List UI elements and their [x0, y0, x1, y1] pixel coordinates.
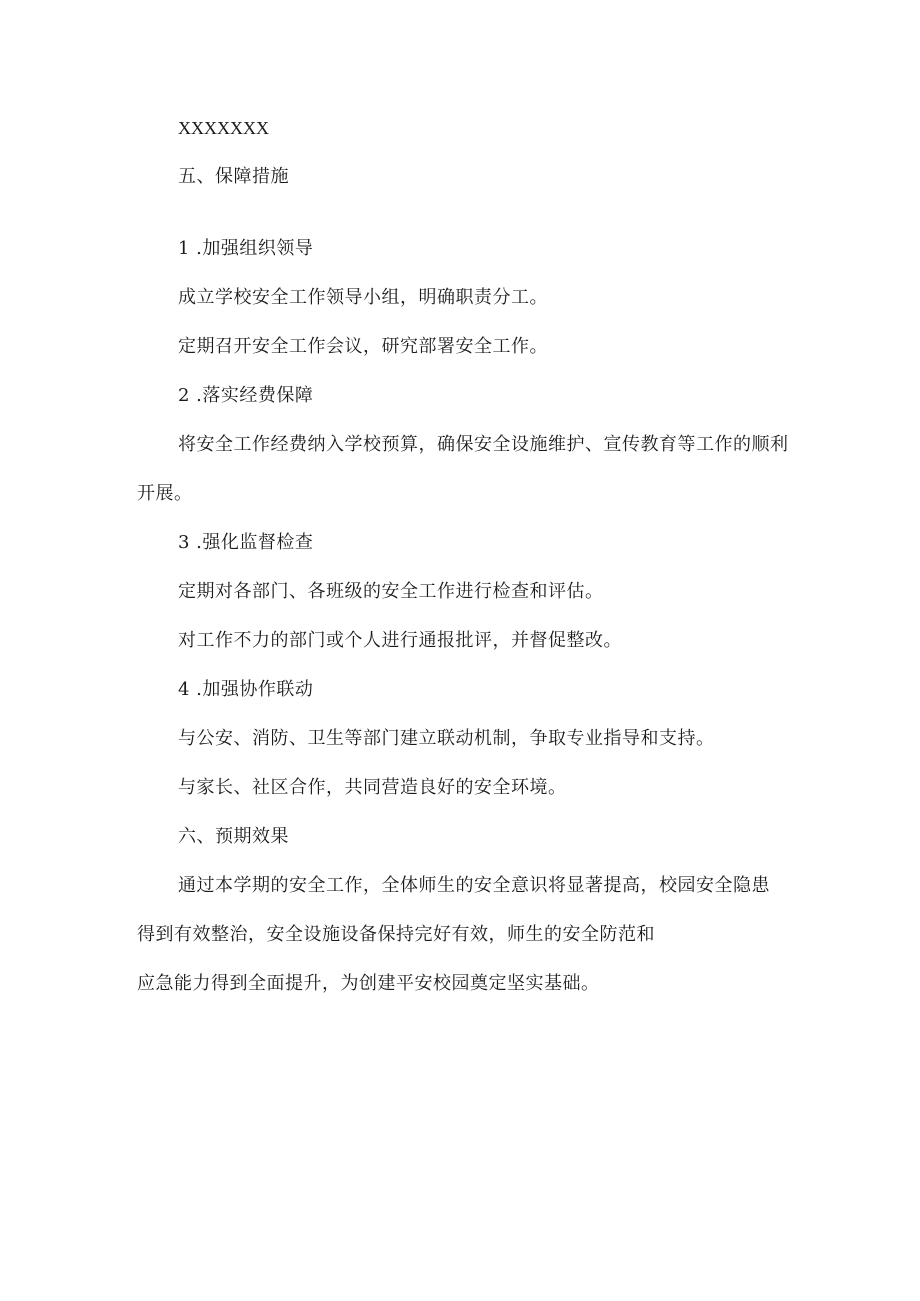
- item-2-heading: 2 .落实经费保障: [178, 385, 314, 406]
- item-3-heading: 3 .强化监督检查: [178, 532, 314, 553]
- conclusion-line-1: 通过本学期的安全工作，全体师生的安全意识将显著提高，校园安全隐患: [178, 875, 770, 896]
- item-1-paragraph-1: 成立学校安全工作领导小组，明确职责分工。: [178, 287, 548, 308]
- item-3-paragraph-2: 对工作不力的部门或个人进行通报批评，并督促整改。: [178, 630, 622, 651]
- section-six-title: 六、预期效果: [178, 826, 289, 847]
- item-1-paragraph-2: 定期召开安全工作会议，研究部署安全工作。: [178, 336, 548, 357]
- item-2-paragraph-2: 开展。: [137, 483, 193, 504]
- item-4-paragraph-1: 与公安、消防、卫生等部门建立联动机制，争取专业指导和支持。: [178, 728, 715, 749]
- conclusion-line-3: 应急能力得到全面提升，为创建平安校园奠定坚实基础。: [137, 973, 600, 994]
- section-five-title: 五、保障措施: [178, 166, 289, 187]
- item-1-heading: 1 .加强组织领导: [178, 238, 314, 259]
- item-3-paragraph-1: 定期对各部门、各班级的安全工作进行检查和评估。: [178, 581, 604, 602]
- header-placeholder: XXXXXXX: [178, 118, 269, 138]
- item-2-paragraph-1: 将安全工作经费纳入学校预算，确保安全设施维护、宣传教育等工作的顺利: [178, 434, 789, 455]
- item-4-heading: 4 .加强协作联动: [178, 679, 314, 700]
- item-4-paragraph-2: 与家长、社区合作，共同营造良好的安全环境。: [178, 777, 567, 798]
- conclusion-line-2: 得到有效整治，安全设施设备保持完好有效，师生的安全防范和: [137, 924, 655, 945]
